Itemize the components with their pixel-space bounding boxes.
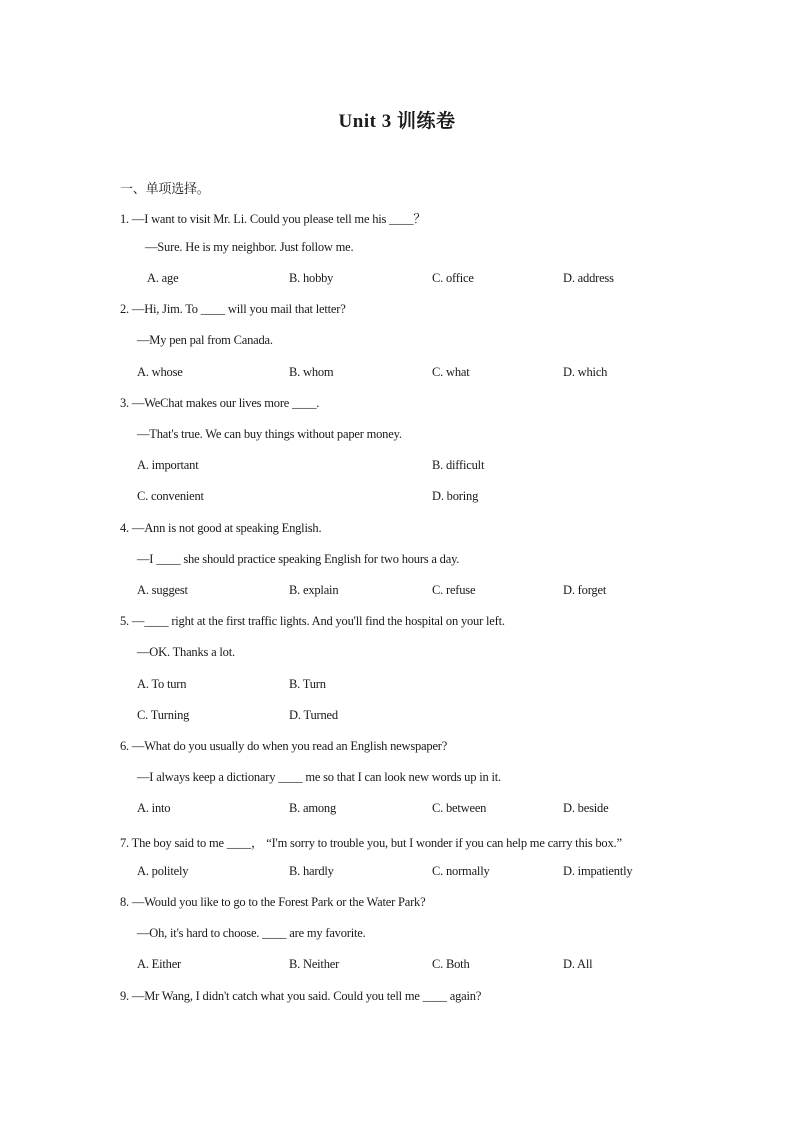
option-a: A. To turn	[137, 677, 187, 691]
option-c: C. refuse	[432, 583, 476, 597]
option-a: A. age	[147, 271, 179, 285]
option-d: D. forget	[563, 583, 607, 597]
option-c: C. convenient	[137, 489, 204, 503]
option-d: D. beside	[563, 801, 609, 815]
option-c: C. Both	[432, 957, 470, 971]
question-reply: —I always keep a dictionary ____ me so that I can look new words up in it.	[137, 770, 501, 784]
question-stem: 3. —WeChat makes our lives more ____.	[120, 396, 320, 410]
question-stem: 2. —Hi, Jim. To ____ will you mail that letter?	[120, 302, 346, 316]
question-stem: 5. —____ right at the first traffic lights. And you'll find the hospital on your left.	[120, 614, 505, 628]
option-d: D. All	[563, 957, 593, 971]
option-a: A. whose	[137, 365, 183, 379]
option-a: A. important	[137, 458, 199, 472]
question-reply: —I ____ she should practice speaking English for two hours a day.	[137, 552, 460, 566]
option-c: C. normally	[432, 864, 490, 878]
question-reply: —Sure. He is my neighbor. Just follow me.	[145, 240, 354, 254]
option-d: D. impatiently	[563, 864, 633, 878]
option-a: A. suggest	[137, 583, 188, 597]
option-b: B. hardly	[289, 864, 334, 878]
option-b: B. hobby	[289, 271, 334, 285]
question-stem: 7. The boy said to me ____， “I'm sorry to trouble you, but I wonder if you can help me carry this box.”	[120, 836, 622, 850]
question-reply: —That's true. We can buy things without paper money.	[137, 427, 402, 441]
option-a: A. into	[137, 801, 171, 815]
option-b: B. difficult	[432, 458, 485, 472]
option-d: D. which	[563, 365, 608, 379]
question-stem: 6. —What do you usually do when you read an English newspaper?	[120, 739, 448, 753]
option-d: D. Turned	[289, 708, 338, 722]
question-reply: —My pen pal from Canada.	[137, 333, 273, 347]
option-d: D. address	[563, 271, 614, 285]
option-b: B. Neither	[289, 957, 340, 971]
question-stem: 4. —Ann is not good at speaking English.	[120, 521, 322, 535]
option-a: A. politely	[137, 864, 189, 878]
page-title: Unit 3 训练卷	[338, 111, 456, 132]
question-reply: —Oh, it's hard to choose. ____ are my favorite.	[137, 926, 366, 940]
option-c: C. office	[432, 271, 474, 285]
question-stem: 1. —I want to visit Mr. Li. Could you please tell me his ____？	[120, 212, 426, 226]
option-a: A. Either	[137, 957, 182, 971]
option-b: B. whom	[289, 365, 334, 379]
question-reply: —OK. Thanks a lot.	[137, 645, 235, 659]
question-stem: 8. —Would you like to go to the Forest Park or the Water Park?	[120, 895, 426, 909]
option-b: B. Turn	[289, 677, 326, 691]
option-c: C. what	[432, 365, 470, 379]
option-c: C. Turning	[137, 708, 190, 722]
option-b: B. among	[289, 801, 337, 815]
option-c: C. between	[432, 801, 487, 815]
section-heading: 一、单项选择。	[120, 181, 210, 196]
option-d: D. boring	[432, 489, 479, 503]
question-stem: 9. —Mr Wang, I didn't catch what you said. Could you tell me ____ again?	[120, 989, 482, 1003]
option-b: B. explain	[289, 583, 339, 597]
